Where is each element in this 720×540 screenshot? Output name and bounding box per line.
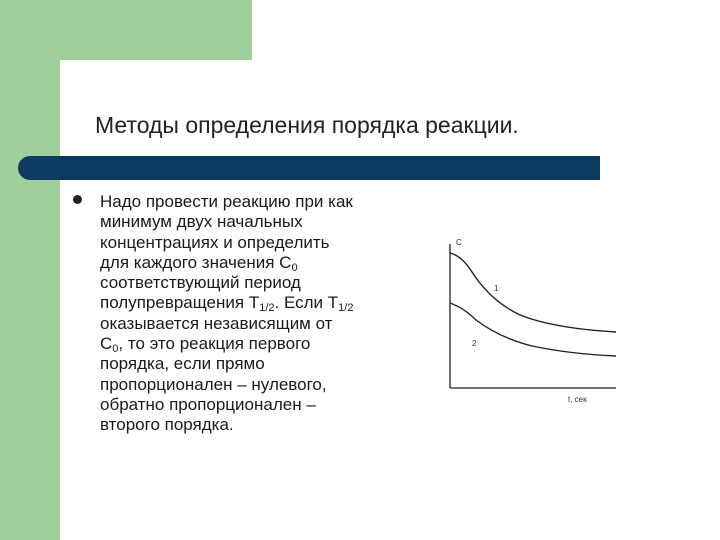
title-underline-bar (18, 156, 600, 180)
body-text-fragment: . Если T (274, 293, 339, 313)
body-line: пропорционален – нулевого, (100, 374, 327, 394)
x-axis-label: t, сек (568, 395, 587, 404)
subscript-zero: 0 (291, 261, 298, 274)
subscript-half: 1/2 (259, 302, 275, 315)
body-text-fragment: C (100, 334, 113, 354)
y-axis-label: C (456, 238, 462, 247)
subscript-half: 1/2 (338, 302, 354, 315)
subscript-zero: 0 (112, 343, 119, 356)
body-line (100, 293, 420, 313)
concentration-time-diagram (440, 228, 620, 408)
curve-1 (450, 253, 616, 332)
body-text-fragment: полупревращения T (100, 293, 260, 313)
body-line: концентрациях и определить (100, 232, 330, 252)
content-panel-corner (60, 60, 120, 120)
body-line: второго порядка. (100, 415, 234, 435)
body-line: соответствующий период (100, 273, 301, 293)
slide-title: Методы определения порядка реакции. (95, 112, 519, 138)
green-accent-top (0, 0, 252, 60)
body-line: минимум двух начальных (100, 212, 303, 232)
body-line: обратно пропорционален – (100, 394, 316, 414)
body-line (100, 334, 420, 354)
bullet-icon (73, 195, 82, 204)
body-text-fragment: , то это реакция первого (118, 334, 311, 354)
curve-2-label: 2 (472, 339, 477, 348)
body-line: Надо провести реакцию при как (100, 192, 353, 211)
body-text-fragment: для каждого значения C (100, 252, 292, 272)
body-line: порядка, если прямо (100, 354, 265, 374)
body-paragraph (100, 192, 420, 436)
body-line (100, 253, 420, 273)
body-line: оказывается независящим от (100, 313, 333, 333)
green-accent-left (0, 60, 60, 540)
curve-1-label: 1 (494, 284, 499, 293)
